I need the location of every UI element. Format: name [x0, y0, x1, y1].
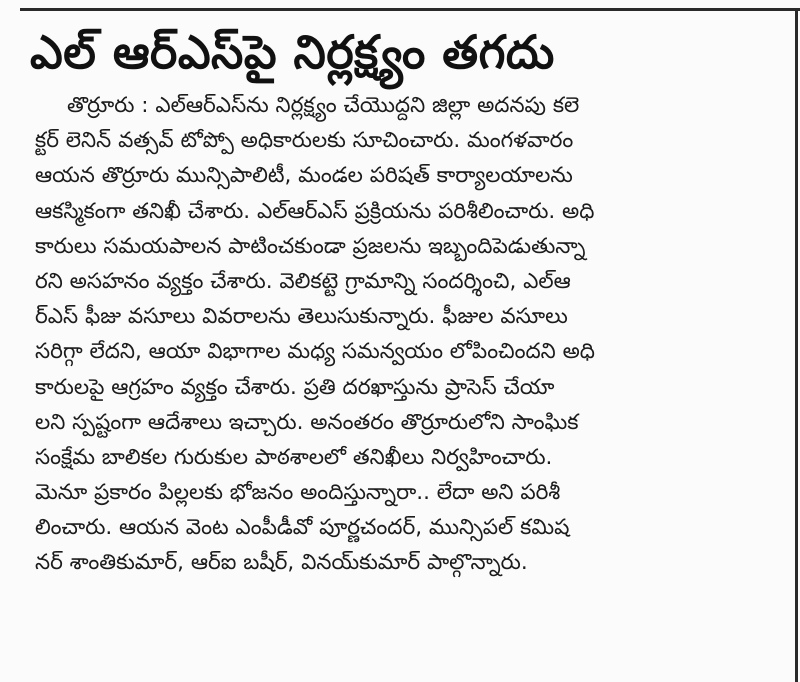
article-line: ర్ఎస్ ఫీజు వసూలు వివరాలను తెలుసుకున్నారు. ఫీజుల వసూలు [35, 304, 568, 330]
article-line: సంక్షేమ బాలికల గురుకుల పాఠశాలలో తనిఖీలు నిర్వహించారు. [35, 444, 553, 470]
article-line: ఆయన తొర్రూరు మున్సిపాలిటీ, మండల పరిషత్ కార్యాలయాలను [35, 163, 573, 189]
article-headline: ఎల్ ఆర్ఎస్‌పై నిర్లక్ష్యం తగదు [30, 25, 555, 79]
article-line: కారులు సమయపాలన పాటించకుండా ప్రజలను ఇబ్బందిపెడుతున్నా [35, 233, 586, 259]
article-line: లని స్పష్టంగా ఆదేశాలు ఇచ్చారు. అనంతరం తొర్రూరులోని సాంఘిక [35, 409, 579, 435]
article-line: కారులపై ఆగ్రహం వ్యక్తం చేశారు. ప్రతి దరఖాస్తును ప్రాసెస్ చేయా [35, 374, 555, 400]
article-line: సరిగ్గా లేదని, ఆయా విభాగాల మధ్య సమన్వయం లోపించిందని అధి [35, 339, 595, 365]
article-line: లించారు. ఆయన వెంట ఎంపీడీవో పూర్ణచందర్, మున్సిపల్ కమిష [35, 515, 570, 541]
article-body [35, 88, 775, 581]
cut-off-next-line [40, 672, 740, 682]
article-line: నర్ శాంతికుమార్, ఆర్ఐ బషీర్, వినయ్‌కుమార్ పాల్గొన్నారు. [35, 550, 528, 576]
clipping-top-rule [20, 8, 800, 11]
article-line: తొర్రూరు : ఎల్ఆర్ఎస్‌ను నిర్లక్ష్యం చేయొద్దని జిల్లా అదనపు కలె [67, 93, 580, 118]
article-line: ఆకస్మికంగా తనిఖీ చేశారు. ఎల్ఆర్ఎస్ ప్రక్రియను పరిశీలించారు. అధి [35, 198, 595, 224]
clipping-right-rule [795, 8, 798, 682]
article-line: రని అసహనం వ్యక్తం చేశారు. వెలికట్టె గ్రామాన్ని సందర్శించి, ఎల్ఆ [35, 268, 571, 294]
article-line: మెనూ ప్రకారం పిల్లలకు భోజనం అందిస్తున్నారా.. లేదా అని పరిశీ [35, 480, 561, 506]
article-line: క్టర్ లెనిన్ వత్సవ్ టోప్పో అధికారులకు సూచించారు. మంగళవారం [35, 128, 574, 154]
